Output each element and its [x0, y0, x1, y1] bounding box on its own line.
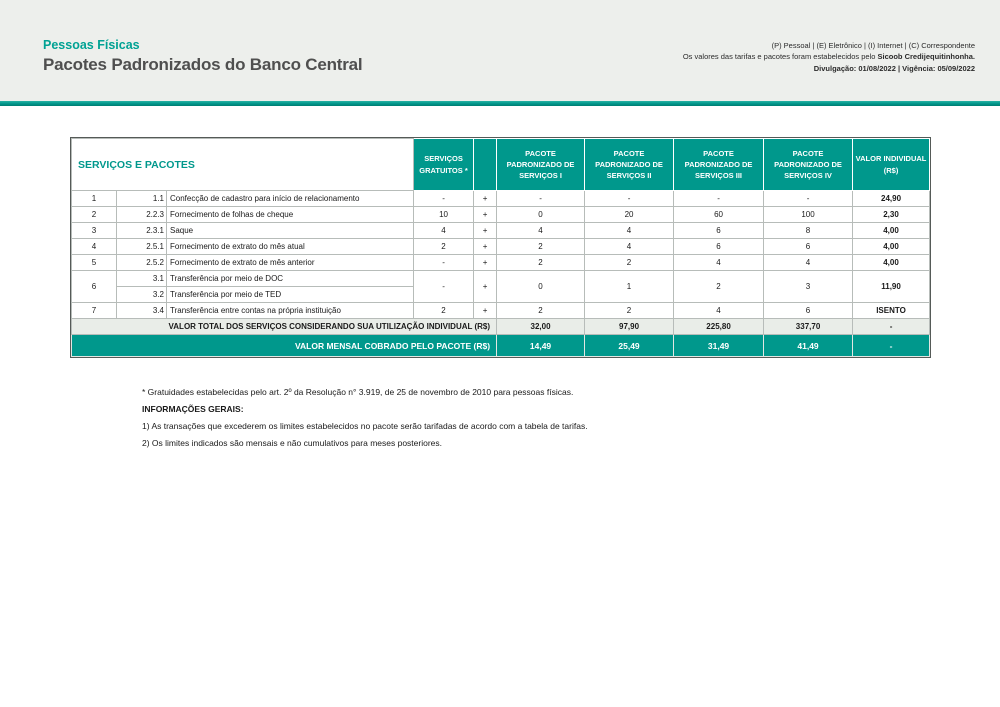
table-cell: 7	[72, 303, 117, 319]
table-cell: -	[497, 191, 585, 207]
table-row	[72, 223, 930, 239]
general-info-title: INFORMAÇÕES GERAIS:	[142, 404, 244, 414]
table-cell: -	[764, 191, 853, 207]
institution-name: Sicoob Credijequitinhonha.	[877, 52, 975, 62]
general-info-item-2: 2) Os limites indicados são mensais e não cumulativos para meses posteriores.	[142, 438, 442, 448]
footnotes	[142, 384, 1000, 452]
monthly-price-row	[72, 335, 930, 357]
table-cell: Confecção de cadastro para início de relacionamento	[167, 191, 414, 207]
header-meta	[683, 40, 975, 74]
gratuity-footnote: * Gratuidades estabelecidas pelo art. 2º da Resolução n° 3.919, de 25 de novembro de 2010 para pessoas físicas.	[142, 387, 574, 397]
table-cell: 1	[72, 191, 117, 207]
column-header-package-4: PACOTE PADRONIZADO DE SERVIÇOS IV	[764, 139, 853, 191]
table-cell: +	[474, 271, 497, 303]
table-cell: 8	[764, 223, 853, 239]
table-header-row	[72, 139, 930, 191]
table-cell: 2	[585, 303, 674, 319]
table-row	[72, 239, 930, 255]
table-cell: Saque	[167, 223, 414, 239]
table-cell: 4,00	[853, 223, 930, 239]
table-cell: 3.4	[117, 303, 167, 319]
table-cell: 2	[585, 255, 674, 271]
table-cell: 6	[764, 239, 853, 255]
table-cell: 2.2.3	[117, 207, 167, 223]
table-cell: 31,49	[674, 335, 764, 357]
total-row	[72, 319, 930, 335]
services-table	[71, 138, 930, 357]
general-info-item-1: 1) As transações que excederem os limites estabelecidos no pacote serão tarifadas de acordo com a tabela de tarifas.	[142, 421, 588, 431]
table-cell: -	[414, 191, 474, 207]
table-cell: Transferência por meio de TED	[167, 287, 414, 303]
table-cell: 32,00	[497, 319, 585, 335]
table-cell: Fornecimento de extrato do mês atual	[167, 239, 414, 255]
table-cell: 20	[585, 207, 674, 223]
table-cell: 4,00	[853, 239, 930, 255]
category-label: Pessoas Físicas	[43, 38, 140, 52]
table-cell: 60	[674, 207, 764, 223]
table-cell: Fornecimento de extrato de mês anterior	[167, 255, 414, 271]
table-cell: -	[853, 335, 930, 357]
table-cell: 337,70	[764, 319, 853, 335]
table-cell: 25,49	[585, 335, 674, 357]
table-cell: 4	[497, 223, 585, 239]
table-cell: 4	[674, 255, 764, 271]
table-cell: Transferência por meio de DOC	[167, 271, 414, 287]
channel-legend: (P) Pessoal | (E) Eletrônico | (I) Internet | (C) Correspondente	[771, 41, 975, 50]
table-cell: -	[674, 191, 764, 207]
table-cell: 225,80	[674, 319, 764, 335]
table-row	[72, 303, 930, 319]
table-cell: 2	[497, 239, 585, 255]
total-label: VALOR TOTAL DOS SERVIÇOS CONSIDERANDO SUA UTILIZAÇÃO INDIVIDUAL (R$)	[72, 319, 497, 335]
table-cell: 4	[414, 223, 474, 239]
table-cell: 6	[72, 271, 117, 303]
column-header-package-2: PACOTE PADRONIZADO DE SERVIÇOS II	[585, 139, 674, 191]
table-cell: 97,90	[585, 319, 674, 335]
monthly-price-label: VALOR MENSAL COBRADO PELO PACOTE (R$)	[72, 335, 497, 357]
column-header-package-3: PACOTE PADRONIZADO DE SERVIÇOS III	[674, 139, 764, 191]
table-cell: -	[414, 255, 474, 271]
table-cell: Fornecimento de folhas de cheque	[167, 207, 414, 223]
teal-divider	[0, 101, 1000, 106]
table-row	[72, 255, 930, 271]
table-row	[72, 271, 930, 287]
table-cell: 6	[674, 223, 764, 239]
column-header-individual-value: VALOR INDIVIDUAL (R$)	[853, 139, 930, 191]
header-titles	[43, 38, 362, 75]
table-cell: 4	[585, 239, 674, 255]
services-table-wrap	[70, 137, 931, 358]
table-cell: 1.1	[117, 191, 167, 207]
table-cell: +	[474, 255, 497, 271]
table-cell: 41,49	[764, 335, 853, 357]
table-cell: 3.2	[117, 287, 167, 303]
column-header-free-services: SERVIÇOS GRATUITOS *	[414, 139, 474, 191]
table-cell: 2	[674, 271, 764, 303]
table-cell: 2.5.2	[117, 255, 167, 271]
table-cell: 2	[497, 303, 585, 319]
pricing-note-prefix: Os valores das tarifas e pacotes foram estabelecidos pelo	[682, 52, 878, 62]
page-title: Pacotes Padronizados do Banco Central	[43, 55, 363, 74]
table-row	[72, 191, 930, 207]
table-cell: -	[585, 191, 674, 207]
table-cell: 1	[585, 271, 674, 303]
table-cell: 4	[585, 223, 674, 239]
table-cell: 2.5.1	[117, 239, 167, 255]
table-cell: 3	[764, 271, 853, 303]
table-cell: +	[474, 239, 497, 255]
table-cell: 4,00	[853, 255, 930, 271]
pricing-note	[683, 51, 975, 62]
table-cell: 14,49	[497, 335, 585, 357]
table-cell: 24,90	[853, 191, 930, 207]
table-cell: 2	[497, 255, 585, 271]
table-cell: 0	[497, 207, 585, 223]
table-cell: 3.1	[117, 271, 167, 287]
page-header	[0, 0, 1000, 101]
table-cell: 10	[414, 207, 474, 223]
table-cell: 2	[72, 207, 117, 223]
table-cell: 4	[764, 255, 853, 271]
table-cell: +	[474, 223, 497, 239]
publication-dates: Divulgação: 01/08/2022 | Vigência: 05/09/2022	[813, 63, 975, 73]
table-row	[72, 207, 930, 223]
table-cell: 2	[414, 239, 474, 255]
table-cell: Transferência entre contas na própria instituição	[167, 303, 414, 319]
table-cell: -	[853, 319, 930, 335]
table-cell: 0	[497, 271, 585, 303]
table-cell: +	[474, 303, 497, 319]
table-cell: 2,30	[853, 207, 930, 223]
column-header-package-1: PACOTE PADRONIZADO DE SERVIÇOS I	[497, 139, 585, 191]
main-content	[70, 137, 1000, 452]
column-header-services: SERVIÇOS E PACOTES	[72, 139, 414, 191]
table-cell: 100	[764, 207, 853, 223]
table-cell: +	[474, 191, 497, 207]
table-cell: 2	[414, 303, 474, 319]
table-cell: ISENTO	[853, 303, 930, 319]
table-cell: 4	[72, 239, 117, 255]
table-cell: 11,90	[853, 271, 930, 303]
table-cell: 6	[764, 303, 853, 319]
table-cell: 2.3.1	[117, 223, 167, 239]
table-cell: 3	[72, 223, 117, 239]
table-cell: 6	[674, 239, 764, 255]
table-cell: 5	[72, 255, 117, 271]
table-cell: +	[474, 207, 497, 223]
table-cell: 4	[674, 303, 764, 319]
column-header-plus	[474, 139, 497, 191]
table-cell: -	[414, 271, 474, 303]
